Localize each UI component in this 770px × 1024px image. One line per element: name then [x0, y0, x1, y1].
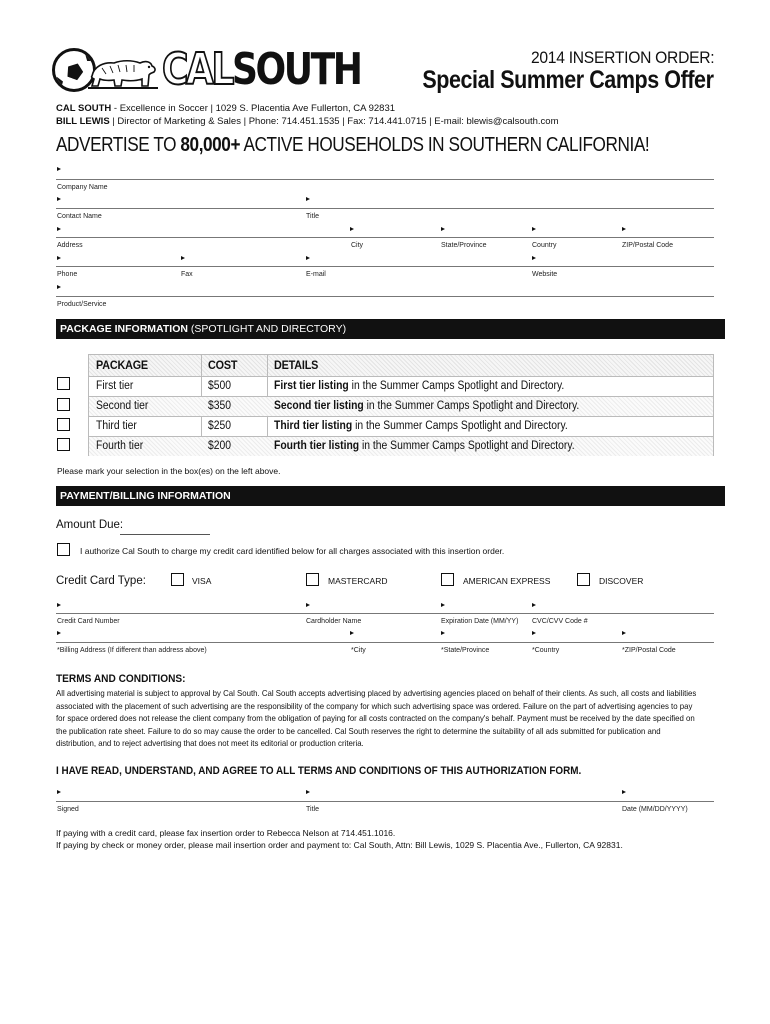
cal-south-logo [52, 44, 361, 96]
title-label: Title [306, 213, 319, 220]
email-label: E-mail [306, 271, 326, 278]
package-selection-note: Please mark your selection in the box(es) on the left above. [57, 466, 281, 476]
package-table-header [89, 355, 713, 376]
field-arrow-icon [622, 631, 626, 635]
package-name: Second tier [96, 400, 149, 412]
field-arrow-icon [306, 197, 310, 201]
address-input-row[interactable] [56, 237, 714, 238]
package-cost: $250 [208, 420, 232, 432]
card-details-input-row[interactable] [56, 613, 714, 614]
package-detail: Fourth tier listing in the Summer Camps Spotlight and Directory. [274, 440, 575, 452]
billing-address-label: *Billing Address (If different than address above) [57, 647, 207, 654]
field-arrow-icon [181, 256, 185, 260]
col-details: DETAILS [274, 358, 319, 372]
field-arrow-icon [306, 790, 310, 794]
table-row [89, 416, 713, 436]
visa-label: VISA [192, 576, 212, 586]
address-label: Address [57, 242, 83, 249]
insertion-order-label: 2014 INSERTION ORDER: [530, 48, 714, 67]
card-type-label: Credit Card Type: [56, 575, 146, 587]
country-label: Country [532, 242, 557, 249]
phone-input-row[interactable] [56, 266, 714, 267]
fax-label: Fax [181, 271, 193, 278]
phone-label: Phone [57, 271, 78, 278]
expiration-label: Expiration Date (MM/YY) [441, 618, 519, 625]
package-cost: $200 [208, 440, 232, 452]
signature-title-label: Title [306, 806, 319, 813]
authorize-checkbox[interactable] [57, 543, 70, 556]
billing-address-input-row[interactable] [56, 642, 714, 643]
visa-checkbox[interactable] [171, 573, 184, 586]
terms-body: All advertising material is subject to approval by Cal South. Cal South accepts advertising placed by advertising agencies placed on behalf of their clients. As such, all costs and liabilities associated with the placement of such advertising are the responsibility of the company for which such advertising space was ordered. Failure on the part of advertising agencies to pay for space ordered does not release the client company from the obligation of paying for all costs contracted on the company's behalf. Payment must be received by the date specified on the publication rate sheet. Failure to do so may cause the order to be cancelled. Cal South reserves the right to determine the suitability of all ads submitted for publication and distribution, and to reject advertising that does not meet its editorial or production criteria. [56, 688, 697, 749]
first-tier-checkbox[interactable] [57, 377, 70, 390]
org-contact-line: CAL SOUTH - Excellence in Soccer | 1029 S. Placentia Ave Fullerton, CA 92831 [56, 103, 396, 114]
zip-label: ZIP/Postal Code [622, 242, 673, 249]
payment-section-header: PAYMENT/BILLING INFORMATION [56, 486, 725, 506]
amount-due-input[interactable] [120, 534, 210, 535]
contact-title-input-row[interactable] [56, 208, 714, 209]
fourth-tier-checkbox[interactable] [57, 438, 70, 451]
billing-city-label: *City [351, 647, 366, 654]
field-arrow-icon [441, 603, 445, 607]
company-name-label: Company Name [57, 184, 108, 191]
field-arrow-icon [306, 603, 310, 607]
bear-icon [88, 54, 158, 90]
agree-heading: I HAVE READ, UNDERSTAND, AND AGREE TO ALL TERMS AND CONDITIONS OF THIS AUTHORIZATION FORM. [56, 765, 582, 777]
field-arrow-icon [622, 227, 626, 231]
table-row [89, 396, 713, 416]
package-detail: Third tier listing in the Summer Camps Spotlight and Directory. [274, 420, 568, 432]
amex-checkbox[interactable] [441, 573, 454, 586]
city-label: City [351, 242, 364, 249]
billing-zip-label: *ZIP/Postal Code [622, 647, 676, 654]
card-number-label: Credit Card Number [57, 618, 120, 625]
footer-mail-note: If paying by check or money order, please mail insertion order and payment to: Cal South, Attn: Bill Lewis, 1029 S. Placentia Ave., Fullerton, CA 92831. [56, 840, 623, 850]
footer-fax-note: If paying with a credit card, please fax insertion order to Rebecca Nelson at 714.451.1016. [56, 828, 396, 838]
terms-heading: TERMS AND CONDITIONS: [56, 673, 186, 685]
page-title: Special Summer Camps Offer [422, 66, 714, 94]
mastercard-label: MASTERCARD [328, 576, 388, 586]
field-arrow-icon [441, 227, 445, 231]
company-name-input[interactable] [56, 179, 714, 180]
billing-country-label: *Country [532, 647, 560, 654]
table-row [89, 376, 713, 396]
discover-label: DISCOVER [599, 576, 644, 586]
package-name: First tier [96, 380, 134, 392]
field-arrow-icon [350, 631, 354, 635]
field-arrow-icon [57, 631, 61, 635]
logo-wordmark: CALSOUTH [162, 44, 361, 95]
headline: ADVERTISE TO 80,000+ ACTIVE HOUSEHOLDS IN SOUTHERN CALIFORNIA! [56, 134, 650, 156]
product-input[interactable] [56, 296, 714, 297]
package-cost: $350 [208, 400, 232, 412]
person-contact-line: BILL LEWIS | Director of Marketing & Sales | Phone: 714.451.1535 | Fax: 714.441.0715 | E-mail: blewis@calsouth.com [56, 116, 559, 127]
discover-checkbox[interactable] [577, 573, 590, 586]
field-arrow-icon [532, 603, 536, 607]
package-table [88, 354, 714, 456]
field-arrow-icon [306, 256, 310, 260]
billing-state-label: *State/Province [441, 647, 490, 654]
mastercard-checkbox[interactable] [306, 573, 319, 586]
cardholder-label: Cardholder Name [306, 618, 362, 625]
field-arrow-icon [622, 790, 626, 794]
amex-label: AMERICAN EXPRESS [463, 576, 551, 586]
field-arrow-icon [532, 256, 536, 260]
state-label: State/Province [441, 242, 487, 249]
package-name: Third tier [96, 420, 137, 432]
table-row [89, 436, 713, 456]
field-arrow-icon [57, 790, 61, 794]
col-cost: COST [208, 358, 238, 372]
second-tier-checkbox[interactable] [57, 398, 70, 411]
website-label: Website [532, 271, 558, 278]
date-label: Date (MM/DD/YYYY) [622, 806, 688, 813]
package-cost: $500 [208, 380, 232, 392]
third-tier-checkbox[interactable] [57, 418, 70, 431]
field-arrow-icon [532, 227, 536, 231]
package-name: Fourth tier [96, 440, 144, 452]
cvc-label: CVC/CVV Code # [532, 618, 588, 625]
field-arrow-icon [57, 285, 61, 289]
field-arrow-icon [57, 167, 61, 171]
package-detail: Second tier listing in the Summer Camps Spotlight and Directory. [274, 400, 580, 412]
col-package: PACKAGE [96, 358, 148, 372]
authorize-text: I authorize Cal South to charge my credit card identified below for all charges associated with this insertion order. [80, 546, 505, 556]
signature-input-row[interactable] [56, 801, 714, 802]
contact-name-label: Contact Name [57, 213, 102, 220]
field-arrow-icon [57, 256, 61, 260]
amount-due-label: Amount Due: [56, 519, 124, 531]
signed-label: Signed [57, 806, 79, 813]
package-section-header: PACKAGE INFORMATION (SPOTLIGHT AND DIRECTORY) [56, 319, 725, 339]
field-arrow-icon [441, 631, 445, 635]
field-arrow-icon [532, 631, 536, 635]
field-arrow-icon [57, 603, 61, 607]
package-detail: First tier listing in the Summer Camps Spotlight and Directory. [274, 380, 565, 392]
field-arrow-icon [350, 227, 354, 231]
field-arrow-icon [57, 197, 61, 201]
product-label: Product/Service [57, 301, 107, 308]
field-arrow-icon [57, 227, 61, 231]
